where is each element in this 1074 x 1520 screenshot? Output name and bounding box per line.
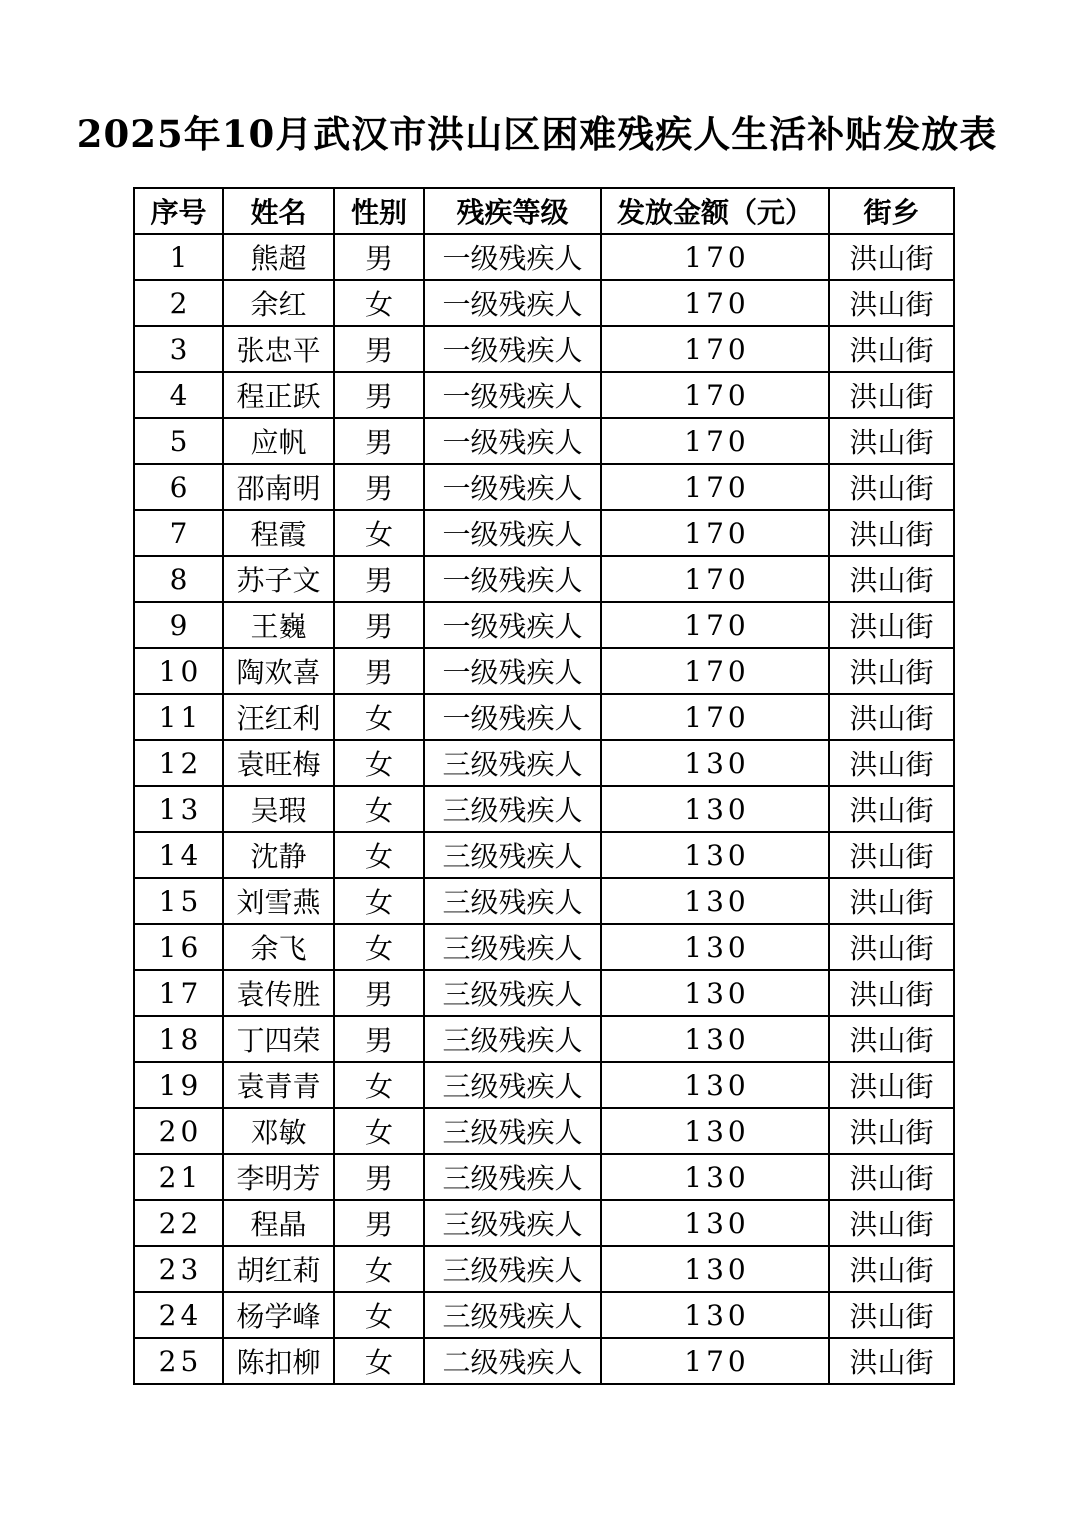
header-name: 姓名 (223, 188, 334, 234)
cell-name: 余红 (223, 280, 334, 326)
cell-amount: 130 (601, 924, 829, 970)
table-row (134, 1016, 954, 1062)
cell-street: 洪山街 (829, 1292, 954, 1338)
cell-street: 洪山街 (829, 1154, 954, 1200)
cell-street: 洪山街 (829, 372, 954, 418)
table-row (134, 1246, 954, 1292)
table-row (134, 418, 954, 464)
table-body (134, 234, 954, 1384)
cell-name: 沈静 (223, 832, 334, 878)
cell-seq: 24 (134, 1292, 223, 1338)
cell-street: 洪山街 (829, 510, 954, 556)
cell-name: 袁旺梅 (223, 740, 334, 786)
cell-seq: 20 (134, 1108, 223, 1154)
cell-level: 一级残疾人 (424, 464, 601, 510)
table-header-row (134, 188, 954, 234)
cell-amount: 170 (601, 602, 829, 648)
cell-seq: 9 (134, 602, 223, 648)
cell-seq: 23 (134, 1246, 223, 1292)
cell-street: 洪山街 (829, 1016, 954, 1062)
cell-seq: 17 (134, 970, 223, 1016)
subsidy-table (133, 187, 955, 1385)
cell-street: 洪山街 (829, 740, 954, 786)
cell-gender: 女 (334, 280, 424, 326)
cell-street: 洪山街 (829, 234, 954, 280)
cell-amount: 130 (601, 740, 829, 786)
cell-level: 一级残疾人 (424, 556, 601, 602)
cell-seq: 4 (134, 372, 223, 418)
cell-gender: 女 (334, 1062, 424, 1108)
cell-gender: 男 (334, 970, 424, 1016)
cell-name: 陈扣柳 (223, 1338, 334, 1384)
cell-amount: 130 (601, 1062, 829, 1108)
cell-name: 汪红利 (223, 694, 334, 740)
cell-seq: 15 (134, 878, 223, 924)
cell-amount: 170 (601, 556, 829, 602)
cell-gender: 男 (334, 556, 424, 602)
cell-seq: 6 (134, 464, 223, 510)
cell-gender: 女 (334, 694, 424, 740)
page-title: 2025年10月武汉市洪山区困难残疾人生活补贴发放表 (76, 112, 998, 156)
cell-level: 一级残疾人 (424, 694, 601, 740)
table-row (134, 740, 954, 786)
cell-level: 三级残疾人 (424, 1016, 601, 1062)
cell-seq: 22 (134, 1200, 223, 1246)
cell-street: 洪山街 (829, 418, 954, 464)
cell-gender: 女 (334, 510, 424, 556)
cell-level: 一级残疾人 (424, 602, 601, 648)
cell-level: 三级残疾人 (424, 878, 601, 924)
cell-name: 吴瑕 (223, 786, 334, 832)
cell-amount: 130 (601, 786, 829, 832)
cell-amount: 170 (601, 280, 829, 326)
cell-gender: 男 (334, 1154, 424, 1200)
cell-name: 程正跃 (223, 372, 334, 418)
table-row (134, 280, 954, 326)
cell-street: 洪山街 (829, 1108, 954, 1154)
cell-level: 三级残疾人 (424, 1108, 601, 1154)
cell-name: 应帆 (223, 418, 334, 464)
cell-level: 三级残疾人 (424, 1200, 601, 1246)
cell-level: 一级残疾人 (424, 234, 601, 280)
cell-level: 三级残疾人 (424, 1246, 601, 1292)
cell-amount: 130 (601, 878, 829, 924)
cell-gender: 男 (334, 464, 424, 510)
cell-name: 王巍 (223, 602, 334, 648)
cell-name: 余飞 (223, 924, 334, 970)
cell-seq: 5 (134, 418, 223, 464)
cell-street: 洪山街 (829, 832, 954, 878)
cell-level: 一级残疾人 (424, 372, 601, 418)
cell-name: 熊超 (223, 234, 334, 280)
cell-level: 三级残疾人 (424, 740, 601, 786)
cell-seq: 10 (134, 648, 223, 694)
table-row (134, 464, 954, 510)
table-row (134, 372, 954, 418)
cell-gender: 男 (334, 602, 424, 648)
cell-gender: 女 (334, 1108, 424, 1154)
cell-name: 刘雪燕 (223, 878, 334, 924)
cell-street: 洪山街 (829, 326, 954, 372)
cell-amount: 170 (601, 326, 829, 372)
cell-level: 三级残疾人 (424, 1292, 601, 1338)
cell-level: 二级残疾人 (424, 1338, 601, 1384)
table-row (134, 970, 954, 1016)
cell-street: 洪山街 (829, 464, 954, 510)
cell-name: 丁四荣 (223, 1016, 334, 1062)
cell-street: 洪山街 (829, 280, 954, 326)
cell-seq: 19 (134, 1062, 223, 1108)
cell-name: 袁传胜 (223, 970, 334, 1016)
cell-street: 洪山街 (829, 1200, 954, 1246)
cell-seq: 16 (134, 924, 223, 970)
cell-street: 洪山街 (829, 1338, 954, 1384)
cell-level: 三级残疾人 (424, 1062, 601, 1108)
header-street: 街乡 (829, 188, 954, 234)
cell-gender: 男 (334, 1016, 424, 1062)
cell-name: 杨学峰 (223, 1292, 334, 1338)
table-row (134, 878, 954, 924)
cell-seq: 18 (134, 1016, 223, 1062)
cell-gender: 女 (334, 1292, 424, 1338)
table-row (134, 1154, 954, 1200)
cell-amount: 130 (601, 1016, 829, 1062)
cell-level: 一级残疾人 (424, 648, 601, 694)
cell-level: 三级残疾人 (424, 786, 601, 832)
table-row (134, 510, 954, 556)
cell-level: 三级残疾人 (424, 832, 601, 878)
header-seq: 序号 (134, 188, 223, 234)
cell-level: 一级残疾人 (424, 326, 601, 372)
cell-seq: 13 (134, 786, 223, 832)
cell-amount: 170 (601, 1338, 829, 1384)
cell-amount: 130 (601, 1154, 829, 1200)
cell-level: 一级残疾人 (424, 418, 601, 464)
cell-level: 三级残疾人 (424, 970, 601, 1016)
table-row (134, 832, 954, 878)
cell-amount: 170 (601, 694, 829, 740)
cell-street: 洪山街 (829, 1246, 954, 1292)
table-row (134, 924, 954, 970)
cell-seq: 3 (134, 326, 223, 372)
cell-name: 邓敏 (223, 1108, 334, 1154)
cell-seq: 11 (134, 694, 223, 740)
table-row (134, 694, 954, 740)
cell-seq: 1 (134, 234, 223, 280)
table-row (134, 648, 954, 694)
table-row (134, 1200, 954, 1246)
cell-gender: 男 (334, 1200, 424, 1246)
cell-name: 陶欢喜 (223, 648, 334, 694)
cell-seq: 14 (134, 832, 223, 878)
cell-amount: 130 (601, 1246, 829, 1292)
cell-street: 洪山街 (829, 648, 954, 694)
cell-name: 程晶 (223, 1200, 334, 1246)
header-gender: 性别 (334, 188, 424, 234)
cell-amount: 130 (601, 1108, 829, 1154)
cell-gender: 女 (334, 1246, 424, 1292)
header-level: 残疾等级 (424, 188, 601, 234)
cell-amount: 170 (601, 234, 829, 280)
cell-amount: 130 (601, 1292, 829, 1338)
cell-street: 洪山街 (829, 970, 954, 1016)
cell-name: 李明芳 (223, 1154, 334, 1200)
table-row (134, 1338, 954, 1384)
table-row (134, 234, 954, 280)
cell-gender: 女 (334, 878, 424, 924)
cell-amount: 130 (601, 832, 829, 878)
header-amount: 发放金额（元） (601, 188, 829, 234)
cell-seq: 21 (134, 1154, 223, 1200)
cell-amount: 170 (601, 464, 829, 510)
cell-street: 洪山街 (829, 786, 954, 832)
cell-name: 胡红莉 (223, 1246, 334, 1292)
cell-amount: 170 (601, 510, 829, 556)
cell-gender: 男 (334, 234, 424, 280)
cell-street: 洪山街 (829, 556, 954, 602)
cell-gender: 女 (334, 1338, 424, 1384)
cell-street: 洪山街 (829, 602, 954, 648)
cell-level: 一级残疾人 (424, 280, 601, 326)
cell-gender: 女 (334, 786, 424, 832)
cell-amount: 170 (601, 372, 829, 418)
table-row (134, 602, 954, 648)
cell-seq: 25 (134, 1338, 223, 1384)
cell-name: 袁青青 (223, 1062, 334, 1108)
cell-street: 洪山街 (829, 694, 954, 740)
cell-seq: 2 (134, 280, 223, 326)
cell-gender: 男 (334, 418, 424, 464)
table-row (134, 1292, 954, 1338)
cell-seq: 12 (134, 740, 223, 786)
cell-seq: 8 (134, 556, 223, 602)
cell-amount: 130 (601, 970, 829, 1016)
cell-gender: 男 (334, 648, 424, 694)
cell-gender: 女 (334, 832, 424, 878)
cell-amount: 130 (601, 1200, 829, 1246)
table-row (134, 786, 954, 832)
cell-name: 邵南明 (223, 464, 334, 510)
table-row (134, 326, 954, 372)
cell-gender: 男 (334, 372, 424, 418)
cell-level: 一级残疾人 (424, 510, 601, 556)
cell-name: 程霞 (223, 510, 334, 556)
cell-amount: 170 (601, 418, 829, 464)
cell-gender: 男 (334, 326, 424, 372)
cell-street: 洪山街 (829, 878, 954, 924)
cell-name: 张忠平 (223, 326, 334, 372)
table-row (134, 1062, 954, 1108)
cell-street: 洪山街 (829, 924, 954, 970)
cell-gender: 女 (334, 924, 424, 970)
cell-level: 三级残疾人 (424, 924, 601, 970)
cell-seq: 7 (134, 510, 223, 556)
table-row (134, 556, 954, 602)
cell-street: 洪山街 (829, 1062, 954, 1108)
table-row (134, 1108, 954, 1154)
cell-amount: 170 (601, 648, 829, 694)
cell-name: 苏子文 (223, 556, 334, 602)
cell-gender: 女 (334, 740, 424, 786)
cell-level: 三级残疾人 (424, 1154, 601, 1200)
